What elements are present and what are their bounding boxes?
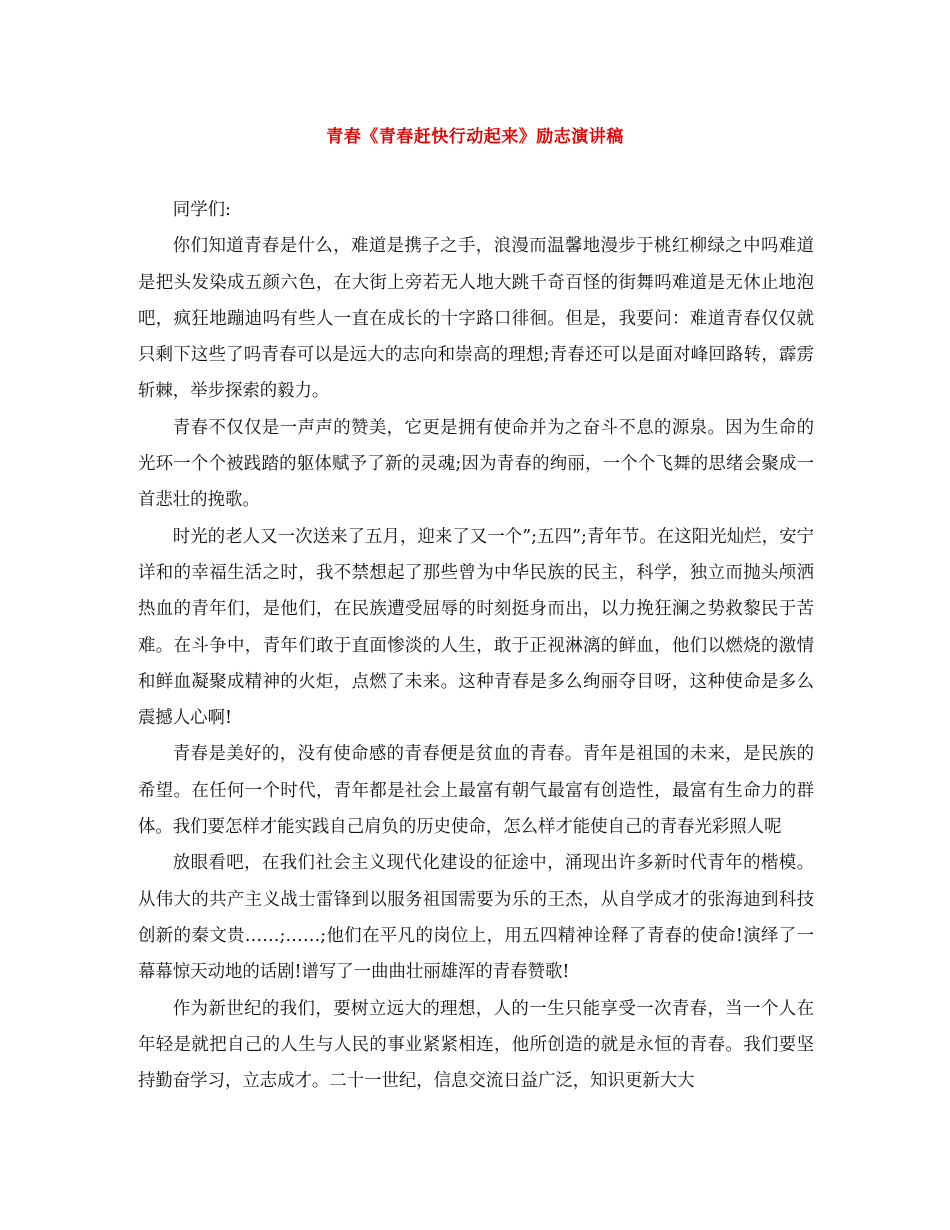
document-title: 青春《青春赶快行动起来》励志演讲稿: [326, 127, 624, 147]
paragraph: 青春是美好的，没有使命感的青春便是贫血的青春。青年是祖国的未来，是民族的希望。在任何一个时代，青年都是社会上最富有朝气最富有创造性，最富有生命力的群体。我们要怎样才能实践自己肩负的历史使命，怎么样才能使自己的青春光彩照人呢: [138, 744, 814, 838]
document-body: [138, 192, 814, 1099]
paragraph: 青春不仅仅是一声声的赞美，它更是拥有使命并为之奋斗不息的源泉。因为生命的光环一个个被践踏的躯体赋予了新的灵魂;因为青春的绚丽，一个个飞舞的思绪会聚成一首悲壮的挽歌。: [138, 417, 814, 511]
paragraph: 你们知道青春是什么，难道是携子之手，浪漫而温馨地漫步于桃红柳绿之中吗难道是把头发染成五颜六色，在大街上旁若无人地大跳千奇百怪的街舞吗难道是无休止地泡吧，疯狂地蹦迪吗有些人一直在成长的十字路口徘徊。但是，我要问：难道青春仅仅就只剩下这些了吗青春可以是远大的志向和崇高的理想;青春还可以是面对峰回路转，霹雳斩棘，举步探索的毅力。: [138, 236, 814, 402]
paragraph: 放眼看吧，在我们社会主义现代化建设的征途中，涌现出许多新时代青年的楷模。从伟大的共产主义战士雷锋到以服务祖国需要为乐的王杰，从自学成才的张海迪到科技创新的秦文贵……;……;他们在平凡的岗位上，用五四精神诠释了青春的使命!演绎了一幕幕惊天动地的话剧!谱写了一曲曲壮丽雄浑的青春赞歌!: [138, 853, 814, 983]
salutation: 同学们:: [172, 200, 231, 220]
paragraph: 作为新世纪的我们，要树立远大的理想，人的一生只能享受一次青春，当一个人在年轻是就把自己的人生与人民的事业紧紧相连，他所创造的就是永恒的青春。我们要坚持勤奋学习，立志成才。二十一世纪，信息交流日益广泛，知识更新大大: [138, 998, 814, 1092]
paragraph: 时光的老人又一次送来了五月，迎来了又一个”;五四”;青年节。在这阳光灿烂，安宁详和的幸福生活之时，我不禁想起了那些曾为中华民族的民主，科学，独立而抛头颅洒热血的青年们，是他们，在民族遭受屈辱的时刻挺身而出，以力挽狂澜之势救黎民于苦难。在斗争中，青年们敢于直面惨淡的人生，敢于正视淋漓的鲜血，他们以燃烧的激情和鲜血凝聚成精神的火炬，点燃了未来。这种青春是多么绚丽夺目呀，这种使命是多么震撼人心啊!: [138, 526, 814, 729]
